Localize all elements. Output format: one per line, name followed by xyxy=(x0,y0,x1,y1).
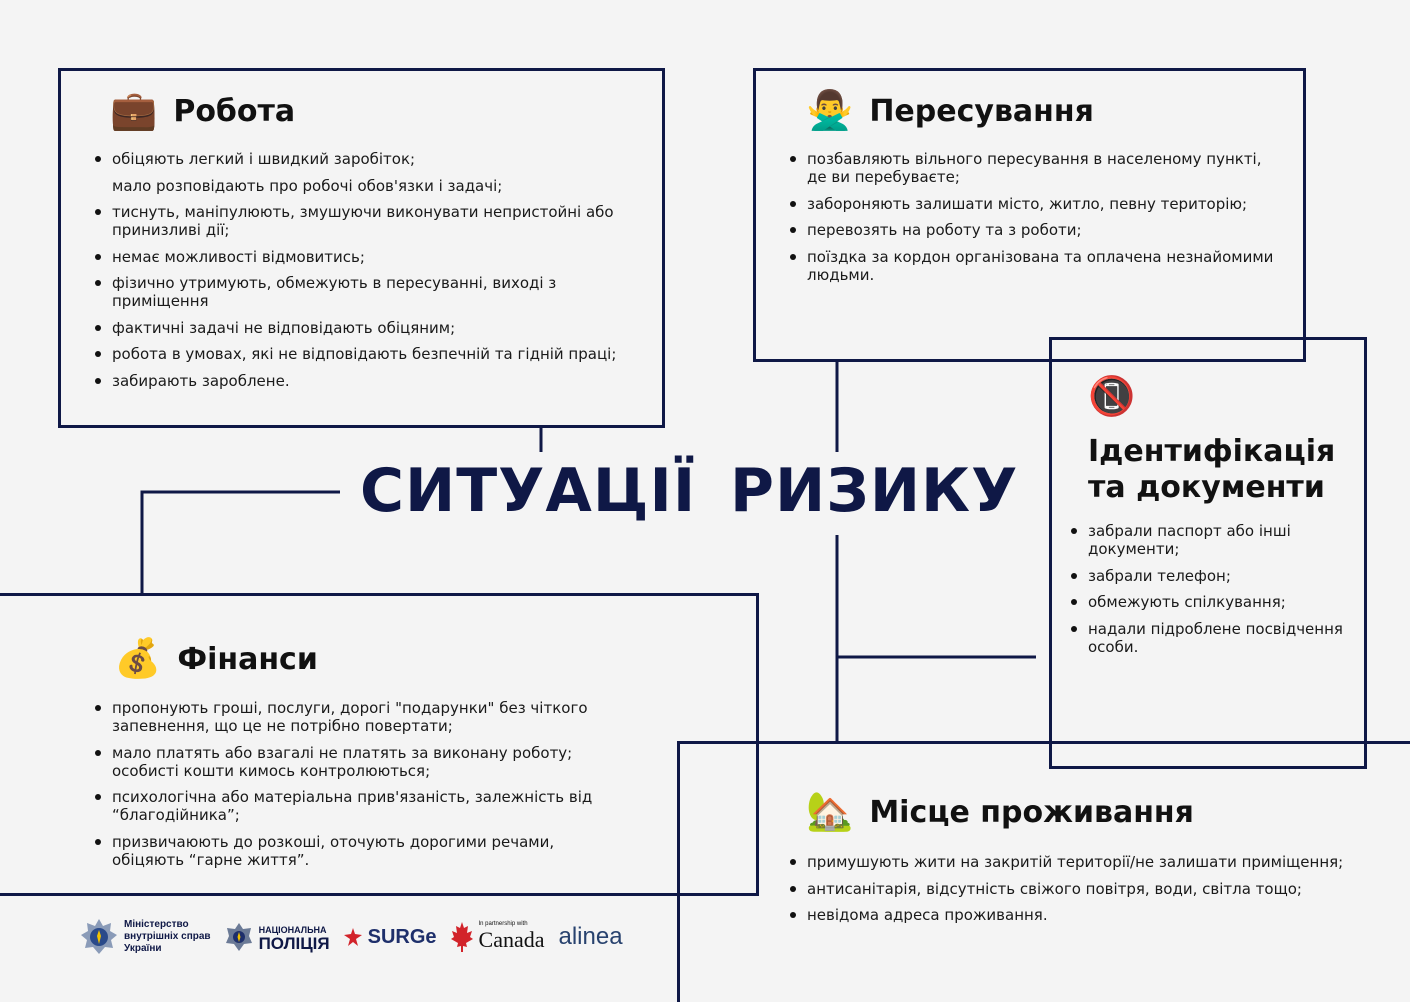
card-identification-title-line1: Ідентифікація xyxy=(1088,434,1336,469)
connector-title-finance xyxy=(142,492,340,595)
logo-mvs-line1: Міністерство xyxy=(124,919,189,930)
list-item: робота в умовах, які не відповідають безпечній та гідній праці; xyxy=(95,345,650,363)
card-identification-title-line2: та документи xyxy=(1088,470,1325,505)
logo-mvs-line3: України xyxy=(124,943,162,954)
card-identification-list xyxy=(1071,522,1346,664)
list-item: невідома адреса проживання. xyxy=(790,906,1350,924)
list-item: немає можливості відмовитись; xyxy=(95,248,650,266)
money-bag-icon: 💰 xyxy=(114,638,162,680)
card-work-list xyxy=(95,150,650,398)
card-finance-title: Фінанси xyxy=(177,641,318,677)
police-badge-icon xyxy=(225,922,253,952)
card-identification-title xyxy=(1088,434,1335,506)
card-finance-list xyxy=(95,699,630,877)
logo-surge xyxy=(344,926,437,949)
logo-alinea xyxy=(558,923,622,951)
logo-canada-text xyxy=(479,921,545,953)
maple-leaf-icon xyxy=(451,922,473,952)
briefcase-icon: 💼 xyxy=(110,90,158,132)
card-movement-title: Пересування xyxy=(869,93,1094,129)
logo-police-text xyxy=(259,923,330,951)
main-title-part2: РИЗИКУ xyxy=(730,456,1019,526)
logo-mvs-text xyxy=(124,919,211,955)
list-item: поїздка за кордон організована та оплачена незнайомими людьми. xyxy=(790,248,1280,284)
list-item: примушують жити на закритій території/не залишати приміщення; xyxy=(790,853,1350,871)
list-item: забирають зароблене. xyxy=(95,372,650,390)
main-title-part1: СИТУАЦІЇ xyxy=(360,456,697,526)
list-item: фізично утримують, обмежують в пересуванні, виході з приміщення xyxy=(95,274,650,310)
list-item: забороняють залишати місто, житло, певну територію; xyxy=(790,195,1280,213)
partner-logos xyxy=(80,918,623,956)
list-item: призвичаюють до розкоші, оточують дорогими речами, обіцяють “гарне життя”. xyxy=(95,833,630,869)
list-item: перевозять на роботу та з роботи; xyxy=(790,221,1280,239)
card-work-title: Робота xyxy=(173,93,296,129)
logo-police-line1: НАЦІОНАЛЬНА xyxy=(258,925,327,935)
list-item: обмежують спілкування; xyxy=(1071,593,1346,611)
list-item: антисанітарія, відсутність свіжого повітря, води, світла тощо; xyxy=(790,880,1350,898)
logo-canada xyxy=(451,921,545,953)
card-finance-header xyxy=(114,640,318,678)
list-item: пропонують гроші, послуги, дорогі "подарунки" без чіткого запевнення, що це не потрібно повертати; xyxy=(95,699,630,735)
list-item: надали підроблене посвідчення особи. xyxy=(1071,620,1346,656)
list-item: психологічна або матеріальна прив'язаність, залежність від “благодійника”; xyxy=(95,788,630,824)
logo-canada-word: Canada xyxy=(478,927,545,952)
person-crossed-arms-icon: 🙅‍♂️ xyxy=(806,90,854,132)
card-residence-header xyxy=(806,793,1194,831)
list-item: обіцяють легкий і швидкий заробіток; xyxy=(95,150,650,168)
surge-star-icon xyxy=(344,928,362,946)
card-identification-header xyxy=(1088,378,1335,506)
card-movement-list xyxy=(790,150,1280,292)
logo-police xyxy=(225,922,330,952)
list-item: забрали паспорт або інші документи; xyxy=(1071,522,1346,558)
list-item: забрали телефон; xyxy=(1071,567,1346,585)
logo-mvs-line2: внутрішніх справ xyxy=(124,931,211,942)
logo-canada-small: In partnership with xyxy=(478,921,528,927)
list-item: фактичні задачі не відповідають обіцяним; xyxy=(95,319,650,337)
card-residence-title: Місце проживання xyxy=(869,794,1194,830)
list-item: мало платять або взагалі не платять за виконану роботу; особисті кошти кимось контролюються; xyxy=(95,744,630,780)
no-mobile-phones-icon: 📵 xyxy=(1088,376,1136,418)
logo-surge-text: SURGe xyxy=(367,925,437,948)
logo-police-line2: ПОЛІЦІЯ xyxy=(258,934,330,953)
card-residence-list xyxy=(790,853,1350,933)
card-movement-header xyxy=(806,92,1094,130)
list-item: мало розповідають про робочі обов'язки і задачі; xyxy=(112,176,503,195)
house-with-garden-icon: 🏡 xyxy=(806,791,854,833)
list-item: позбавляють вільного пересування в населеному пункті, де ви перебуваєте; xyxy=(790,150,1280,186)
list-item: тиснуть, маніпулюють, змушуючи виконувати непристойні або принизливі дії; xyxy=(95,203,650,239)
card-work-header xyxy=(110,92,295,130)
logo-mvs xyxy=(80,918,211,956)
mvs-emblem-icon xyxy=(80,918,118,956)
logo-alinea-text: alinea xyxy=(558,923,623,950)
